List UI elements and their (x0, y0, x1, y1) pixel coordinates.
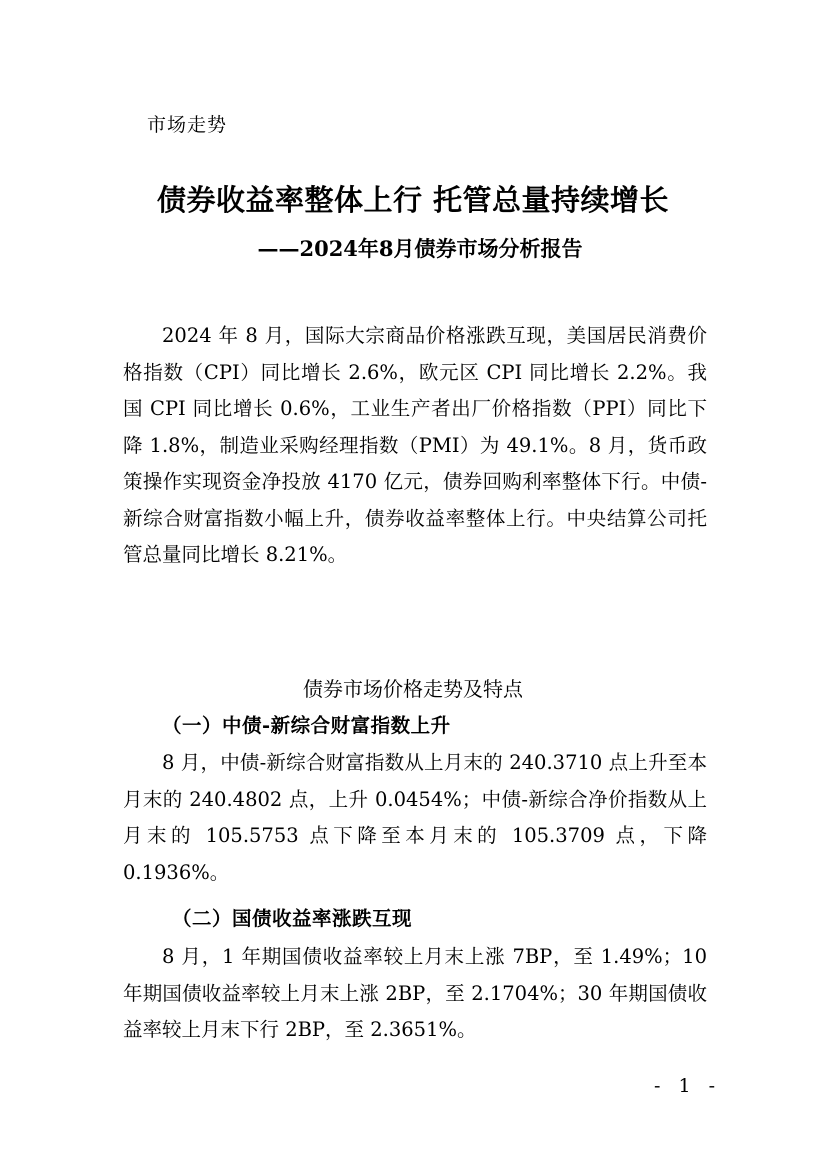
subsection-heading-1: （一）中债-新综合财富指数上升 (162, 714, 451, 737)
subsection-paragraph-2: 8 月，1 年期国债收益率较上月末上涨 7BP，至 1.49%；10 年期国债收益率较上月末上涨 2BP，至 2.1704%；30 年期国债收益率较上月末下行 2BP，至 2.3651%。 (123, 945, 707, 1041)
intro-paragraph: 2024 年 8 月，国际大宗商品价格涨跌互现，美国居民消费价格指数（CPI）同比增长 2.6%，欧元区 CPI 同比增长 2.2%。我国 CPI 同比增长 0.6%，工业生产者出厂价格指数（PPI）同比下降 1.8%，制造业采购经理指数（PMI）为 49.1%。8 月，货币政策操作实现资金净投放 4170 亿元，债券回购利率整体下行。中债-新综合财富指数小幅上升，债券收益率整体上行。中央结算公司托管总量同比增长 8.21%。 (123, 324, 707, 566)
subsection-paragraph-1: 8 月，中债-新综合财富指数从上月末的 240.3710 点上升至本月末的 240.4802 点，上升 0.0454%；中债-新综合净价指数从上月末的 105.5753 点下降至本月末的 105.3709 点，下降 0.1936%。 (123, 751, 707, 884)
section-heading: 债券市场价格走势及特点 (303, 677, 523, 701)
report-subtitle: ——2024年8月债券市场分析报告 (257, 236, 583, 261)
report-title: 债券收益率整体上行 托管总量持续增长 (156, 183, 670, 217)
subsection-heading-2: （二）国债收益率涨跌互现 (172, 907, 413, 930)
header-label: 市场走势 (147, 114, 228, 136)
page-number: - 1 - (654, 1075, 722, 1097)
